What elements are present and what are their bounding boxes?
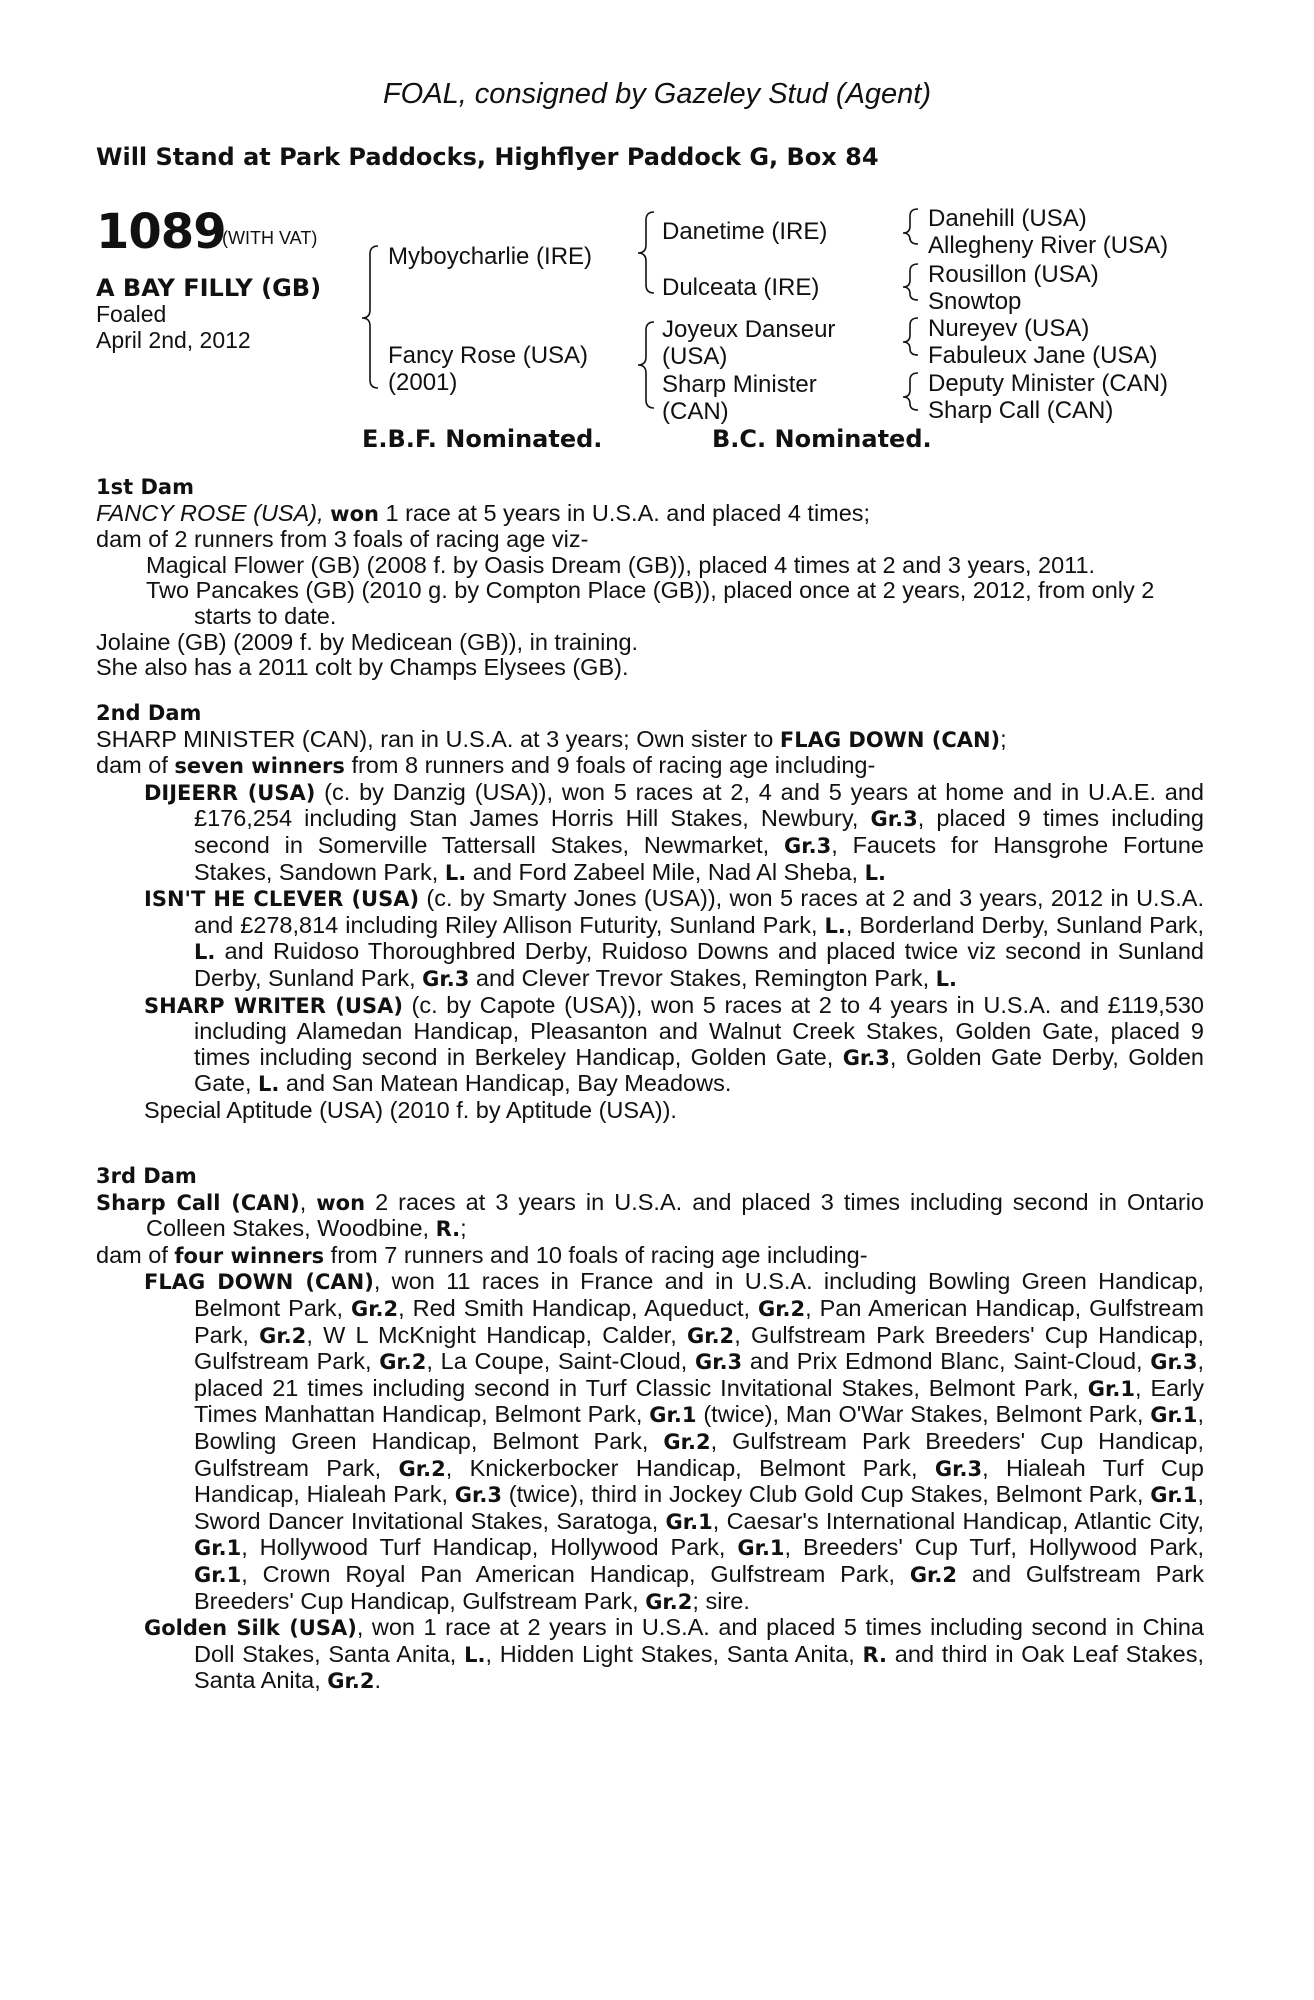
- produce-text: , Borderland Derby, Sunland Park,: [845, 911, 1204, 938]
- produce-text: , placed 9 times including second in Somerville Tattersall Stakes, Newmarket,: [194, 805, 1204, 858]
- produce-text: , placed 21 times including second in Turf Classic Invitational Stakes, Belmont Park,: [194, 1348, 1204, 1401]
- produce-dijeerr: [96, 780, 1204, 886]
- consignment-line: FOAL, consigned by Gazeley Stud (Agent): [382, 78, 932, 110]
- grade-label: Gr.1: [1087, 1376, 1135, 1401]
- produce-text: , won 11 races in France and in U.S.A. including Bowling Green Handicap, Belmont Park,: [194, 1268, 1204, 1321]
- produce-text: and third in Oak Leaf Stakes, Santa Anita,: [194, 1640, 1204, 1694]
- third-dam-name: Sharp Call (CAN): [96, 1190, 300, 1215]
- foaled-date: April 2nd, 2012: [96, 327, 251, 353]
- grade-label: Gr.2: [645, 1589, 693, 1614]
- produce-text: , Faucets for Hansgrohe Fortune Stakes, Sandown Park,: [194, 831, 1204, 885]
- produce-text: and Ford Zabeel Mile, Nad Al Sheba,: [466, 858, 865, 885]
- first-dam-won: won: [330, 501, 379, 526]
- first-dam-produce-1: Magical Flower (GB) (2008 f. by Oasis Dream (GB)), placed 4 times at 2 and 3 years, 2011.: [146, 551, 1096, 578]
- produce-text: , Golden Gate Derby, Golden Gate,: [194, 1043, 1204, 1097]
- pedigree-g3-1: Danehill (USA): [928, 205, 1087, 232]
- produce-name: FLAG DOWN (CAN): [144, 1270, 374, 1295]
- pedigree-g3-5: Nureyev (USA): [928, 315, 1090, 342]
- grade-label: Gr.3: [694, 1350, 743, 1375]
- grade-label: Gr.1: [1150, 1403, 1198, 1428]
- grade-label: Gr.2: [663, 1429, 711, 1454]
- foaled-label: Foaled: [96, 301, 167, 327]
- first-dam-produce-4: She also has a 2011 colt by Champs Elysees (GB).: [96, 654, 629, 681]
- first-dam-section: [96, 474, 1204, 681]
- third-dam-record: 2 races at 3 years in U.S.A. and placed 3 times including second in Ontario Colleen Stakes, Woodbine,: [146, 1188, 1205, 1242]
- grade-label: Gr.2: [350, 1296, 399, 1321]
- first-dam-heading: 1st Dam: [96, 475, 194, 499]
- second-dam-l2a: dam of: [96, 752, 175, 779]
- third-dam-end: ;: [460, 1215, 467, 1242]
- listed-label: L.: [194, 940, 216, 965]
- grade-label: Gr.2: [398, 1456, 446, 1481]
- grade-label: Gr.2: [259, 1323, 307, 1348]
- produce-text: and Prix Edmond Blanc, Saint-Cloud,: [742, 1348, 1151, 1375]
- pedigree-dam-dam-2: (CAN): [662, 398, 729, 425]
- produce-text: , Sword Dancer Invitational Stakes, Saratoga,: [194, 1481, 1204, 1534]
- grade-label: Gr.2: [379, 1350, 427, 1375]
- pedigree-dam-sire-2: (USA): [662, 343, 728, 370]
- first-dam-produce-2: Two Pancakes (GB) (2010 g. by Compton Place (GB)), placed once at 2 years, 2012, from only 2 starts to date.: [146, 577, 1155, 629]
- produce-text: , Gulfstream Park Breeders' Cup Handicap, Gulfstream Park,: [194, 1427, 1204, 1481]
- listed-label: L.: [864, 860, 886, 885]
- grade-label: Gr.1: [194, 1562, 242, 1587]
- grade-label: Gr.3: [454, 1483, 502, 1508]
- produce-text: and San Matean Handicap, Bay Meadows.: [279, 1070, 732, 1097]
- third-dam-l2a: dam of: [96, 1241, 175, 1268]
- second-dam-l2c: from 8 runners and 9 foals of racing age including-: [344, 752, 876, 779]
- grade-label: Gr.3: [1150, 1350, 1198, 1375]
- produce-text: , Crown Royal Pan American Handicap, Gulfstream Park,: [241, 1560, 910, 1587]
- first-dam-name: FANCY ROSE (USA),: [96, 499, 324, 526]
- pedigree-g3-3: Rousillon (USA): [928, 261, 1099, 288]
- grade-label: Gr.2: [909, 1562, 958, 1587]
- produce-text: (twice), Man O'War Stakes, Belmont Park,: [696, 1401, 1151, 1428]
- listed-label: L.: [464, 1642, 486, 1667]
- produce-text: , won 1 race at 2 years in U.S.A. and placed 5 times including second in China Doll Stakes, Santa Anita,: [194, 1614, 1204, 1667]
- pedigree-g3-6: Fabuleux Jane (USA): [928, 342, 1158, 369]
- pedigree-dam-dam: [662, 371, 817, 425]
- second-dam-winners: seven winners: [174, 754, 345, 779]
- produce-text: , La Coupe, Saint-Cloud,: [426, 1348, 695, 1375]
- produce-text: , Early Times Manhattan Handicap, Belmont Park,: [194, 1374, 1204, 1428]
- pedigree-g3-7: Deputy Minister (CAN): [928, 370, 1169, 397]
- grade-label: Gr.1: [194, 1536, 242, 1561]
- pedigree-g3-8: Sharp Call (CAN): [928, 397, 1114, 424]
- third-dam-winners: four winners: [174, 1243, 325, 1268]
- grade-label: Gr.3: [934, 1456, 983, 1481]
- produce-text: ; sire.: [692, 1587, 750, 1614]
- grade-label: Gr.3: [870, 807, 918, 832]
- produce-special-aptitude: Special Aptitude (USA) (2010 f. by Aptitude (USA)).: [144, 1096, 677, 1123]
- produce-text: , Hidden Light Stakes, Santa Anita,: [485, 1640, 863, 1667]
- bc-nominated: B.C. Nominated.: [712, 425, 932, 453]
- produce-text: (c. by Danzig (USA)), won 5 races at 2, 4 and 5 years at home and in U.A.E. and £176,254 including Stan James Horris Hill Stakes, Newbury,: [194, 778, 1204, 832]
- produce-text: .: [374, 1667, 382, 1694]
- listed-label: L.: [444, 860, 467, 885]
- pedigree-g3-4: Snowtop: [928, 288, 1022, 315]
- produce-text: , Caesar's International Handicap, Atlantic City,: [712, 1507, 1204, 1534]
- produce-text: , Knickerbocker Handicap, Belmont Park,: [445, 1454, 935, 1481]
- listed-label: L.: [258, 1072, 280, 1097]
- first-dam-record: 1 race at 5 years in U.S.A. and placed 4 times;: [378, 499, 871, 526]
- produce-isnt-he-clever: [96, 886, 1204, 992]
- produce-text: and Clever Trevor Stakes, Remington Park,: [469, 964, 936, 991]
- first-dam-summary: dam of 2 runners from 3 foals of racing age viz-: [96, 526, 589, 553]
- third-dam-sep: ,: [299, 1188, 317, 1215]
- grade-label: Gr.1: [649, 1403, 697, 1428]
- second-dam-sister: FLAG DOWN (CAN): [779, 727, 1001, 752]
- lot-description: A BAY FILLY (GB): [96, 274, 322, 302]
- second-dam-line-1: [96, 727, 1204, 754]
- pedigree-dam-year: (2001): [388, 369, 458, 396]
- third-dam-heading: 3rd Dam: [96, 1164, 197, 1188]
- produce-text: , Red Smith Handicap, Aqueduct,: [398, 1294, 758, 1321]
- restricted-label: R.: [435, 1217, 461, 1242]
- pedigree-sire-sire: Danetime (IRE): [662, 218, 828, 245]
- pedigree-dam-sire-1: Joyeux Danseur: [662, 316, 836, 343]
- produce-text: , Breeders' Cup Turf, Hollywood Park,: [784, 1534, 1204, 1561]
- pedigree-dam-name: Fancy Rose (USA): [388, 342, 589, 369]
- grade-label: Gr.2: [327, 1669, 375, 1694]
- produce-text: , Pan American Handicap, Gulfstream Park,: [194, 1294, 1204, 1348]
- third-dam-l2c: from 7 runners and 10 foals of racing age including-: [324, 1241, 868, 1268]
- produce-flag-down: [96, 1269, 1204, 1615]
- stand-location: Will Stand at Park Paddocks, Highflyer Paddock G, Box 84: [96, 143, 879, 171]
- produce-text: , Bowling Green Handicap, Belmont Park,: [194, 1401, 1204, 1454]
- grade-label: Gr.3: [842, 1045, 890, 1070]
- grade-label: Gr.1: [737, 1536, 785, 1561]
- produce-text: , Gulfstream Park Breeders' Cup Handicap, Gulfstream Park,: [194, 1321, 1204, 1375]
- grade-label: Gr.3: [784, 833, 832, 858]
- grade-label: Gr.2: [686, 1323, 735, 1348]
- third-dam-line-1: [96, 1190, 1204, 1243]
- produce-text: and Gulfstream Park Breeders' Cup Handicap, Gulfstream Park,: [194, 1560, 1204, 1614]
- grade-label: Gr.1: [665, 1509, 713, 1534]
- grade-label: Gr.1: [1150, 1483, 1198, 1508]
- listed-label: L.: [824, 913, 846, 938]
- produce-text: , W L McKnight Handicap, Calder,: [306, 1321, 687, 1348]
- second-dam-heading: 2nd Dam: [96, 701, 202, 725]
- produce-text: (twice), third in Jockey Club Gold Cup Stakes, Belmont Park,: [502, 1481, 1151, 1508]
- vat-label: (WITH VAT): [222, 228, 318, 248]
- listed-label: L.: [935, 966, 958, 991]
- lot-number: 1089: [96, 204, 226, 260]
- third-dam-line-2: [96, 1243, 1204, 1270]
- produce-text: (c. by Smarty Jones (USA)), won 5 races at 2 and 3 years, 2012 in U.S.A. and £278,814 including Riley Allison Futurity, Sunland Park,: [194, 885, 1204, 938]
- produce-name: ISN'T HE CLEVER (USA): [144, 887, 420, 912]
- third-dam-section: [96, 1163, 1204, 1695]
- produce-golden-silk: [96, 1615, 1204, 1695]
- ebf-nominated: E.B.F. Nominated.: [362, 425, 603, 453]
- produce-name: SHARP WRITER (USA): [144, 993, 403, 1018]
- pedigree-sire-dam: Dulceata (IRE): [662, 274, 820, 301]
- pedigree-g3-2: Allegheny River (USA): [928, 232, 1169, 259]
- first-dam-line: [96, 501, 1204, 528]
- produce-text: and Ruidoso Thoroughbred Derby, Ruidoso Downs and placed twice viz second in Sunland Derby, Sunland Park,: [194, 938, 1204, 991]
- produce-text: , Hialeah Turf Cup Handicap, Hialeah Park,: [194, 1454, 1204, 1508]
- third-dam-won: won: [316, 1190, 366, 1215]
- second-dam-l1c: ;: [1000, 725, 1007, 752]
- grade-label: Gr.2: [757, 1296, 806, 1321]
- produce-text: , Hollywood Turf Handicap, Hollywood Park,: [241, 1534, 738, 1561]
- first-dam-produce-3: Jolaine (GB) (2009 f. by Medicean (GB)), in training.: [96, 628, 639, 655]
- pedigree-dam-dam-1: Sharp Minister: [662, 371, 817, 398]
- grade-label: Gr.3: [422, 966, 470, 991]
- second-dam-line-2: [96, 753, 1204, 780]
- second-dam-section: [96, 700, 1204, 1124]
- produce-name: DIJEERR (USA): [144, 780, 316, 805]
- pedigree-dam-sire: [662, 316, 835, 370]
- second-dam-l1a: SHARP MINISTER (CAN), ran in U.S.A. at 3 years; Own sister to: [96, 725, 780, 752]
- pedigree-dam: [388, 342, 588, 396]
- produce-name: Golden Silk (USA): [144, 1616, 357, 1641]
- restricted-label: R.: [862, 1642, 888, 1667]
- produce-text: (c. by Capote (USA)), won 5 races at 2 to 4 years in U.S.A. and £119,530 including Alamedan Handicap, Pleasanton and Walnut Creek Stakes, Golden Gate, placed 9 times including second in Berkeley Handicap, Golden Gate,: [194, 991, 1204, 1070]
- pedigree-sire: Myboycharlie (IRE): [388, 243, 593, 270]
- produce-sharp-writer: [96, 993, 1204, 1098]
